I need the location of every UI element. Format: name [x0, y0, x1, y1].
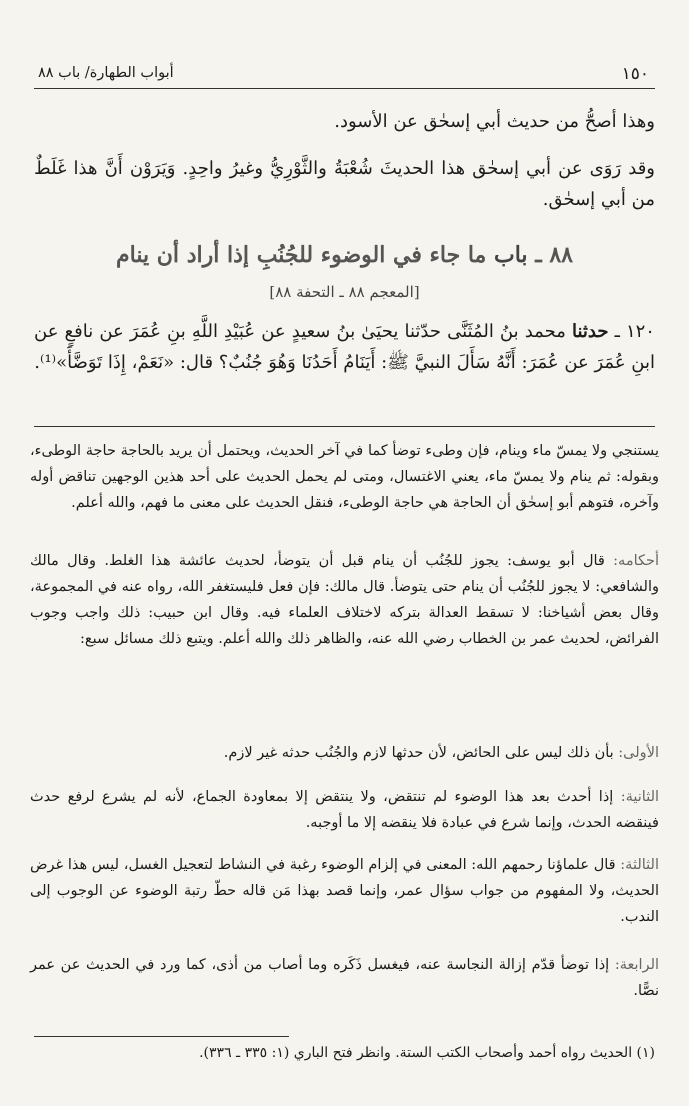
- hadith-text: محمد بنُ المُثَنَّى حدّثنا يحيَىٰ بنُ سعيدٍ عن عُبَيْدِ اللَّهِ بنِ عُمَرَ عن نافعٍ عن ابنِ عُمَرَ عن عُمَرَ: أَنَّهُ سَأَلَ النبيَّ ﷺ: أَيَنَامُ أَحَدُنَا وَهُوَ جُنُبٌ؟ قال: «نَعَمْ، إِذَا تَوَضَّأَ»⁽¹⁾.: [34, 321, 655, 373]
- commentary-label-third: الثالثة:: [620, 857, 659, 873]
- commentary-text-first: بأن ذلك ليس على الحائض، لأن حدثها لازم والجُنُب حدثه غير لازم.: [223, 745, 614, 761]
- commentary-text-second: إذا أحدث بعد هذا الوضوء لم تنتقض، ولا ينتقض إلا بمعاودة الجماع، لأنه لم يشرع لرفع حدث فينقضه الحدث، وإنما شرع في عبادة فلا ينقضه إلا ما أوجبه.: [30, 789, 659, 831]
- hadith-number: ١٢٠ ـ: [614, 321, 655, 342]
- commentary-label-first: الأولى:: [618, 745, 659, 761]
- commentary-paragraph-4: [30, 784, 659, 836]
- commentary-label-ahkam: أحكامه:: [613, 553, 659, 569]
- chapter-number: ٨٨ ـ: [535, 242, 573, 268]
- page-header: [34, 58, 655, 89]
- body-paragraph-2: وقد رَوَى عن أبي إسحٰق هذا الحديثَ شُعْبَةُ والثَّوْرِيُّ وغيرُ واحِدٍ. وَيَرَوْن أَنَّ هذا غَلَطٌ من أبي إسحٰق.: [34, 158, 655, 210]
- commentary-paragraph-3: [30, 740, 659, 766]
- chapter-heading: [34, 242, 655, 268]
- commentary-paragraph-2: [30, 548, 659, 652]
- footnote-divider: [34, 1036, 289, 1037]
- commentary-label-fourth: الرابعة:: [614, 957, 660, 973]
- commentary-paragraph-6: [30, 952, 659, 1004]
- running-head: أبواب الطهارة/ باب ٨٨: [38, 65, 174, 81]
- commentary-text-fourth: إذا توضأ قدّم إزالة النجاسة عنه، فيغسل ذَكَره وما أصاب من أذى، كما ورد في الحديث عن عمر نصًّا.: [30, 957, 659, 999]
- commentary-text-ahkam: قال أبو يوسف: يجوز للجُنُب أن ينام قبل أن يتوضأ، لحديث عائشة هذا الغلط. وقال مالك والشافعي: لا يجوز للجُنُب أن ينام حتى يتوضأ. قال مالك: فإن فعل فليستغفر الله، رواه عنه في المجموعة، وقال بعض أشياخنا: لا تسقط العدالة بتركه لاختلاف العلماء فيه. وقال ابن حبيب: ذلك واجب وجوب الفرائض، لحديث عمر بن الخطاب رضي الله عنه، والظاهر ذلك والله أعلم. ويتبع ذلك مسائل سبع:: [30, 553, 659, 647]
- commentary-divider: [34, 426, 655, 427]
- commentary-paragraph-5: [30, 852, 659, 930]
- commentary-paragraph-1: يستنجي ولا يمسّ ماء وينام، فإن وطىء توضأ كما في آخر الحديث، ويحتمل أن يريد بالحاجة حاجة الوطىء، وبقوله: ثم ينام ولا يمسّ ماء، يعني الاغتسال، ومتى لم يحمل الحديث على أحد هذين الوجهين تناقض أوله وآخره، فتوهم أبو إسحٰق أن الحاجة هي حاجة الوطىء، فنقل الحديث على معنى ما فهم، والله أعلم.: [30, 443, 659, 511]
- footnote: (١) الحديث رواه أحمد وأصحاب الكتب الستة. وانظر فتح الباري (١: ٣٣٥ ـ ٣٣٦).: [199, 1045, 655, 1061]
- commentary-label-second: الثانية:: [620, 789, 660, 805]
- body-paragraph-1: وهذا أصحُّ من حديث أبي إسحٰق عن الأسود.: [334, 111, 655, 132]
- chapter-title: ما جاء في الوضوء للجُنُبِ إذا أراد أن ينام: [116, 242, 487, 268]
- chapter-subtitle: [المعجم ٨٨ ـ التحفة ٨٨]: [269, 283, 420, 301]
- hadith-paragraph: [34, 316, 655, 378]
- chapter-bab-word: باب: [494, 242, 528, 268]
- page-number: ١٥٠: [621, 64, 649, 84]
- hadith-keyword: حدثنا: [571, 321, 609, 342]
- commentary-text-third: قال علماؤنا رحمهم الله: المعنى في إلزام الوضوء رغبة في النشاط لتعجيل الغسل، ليس هذا غرض الحديث، ولا المفهوم من جواب سؤال عمر، وإنما قصد بهذا مَن قاله حطّ رتبة الوضوء عن الوجوب إلى الندب.: [30, 857, 659, 925]
